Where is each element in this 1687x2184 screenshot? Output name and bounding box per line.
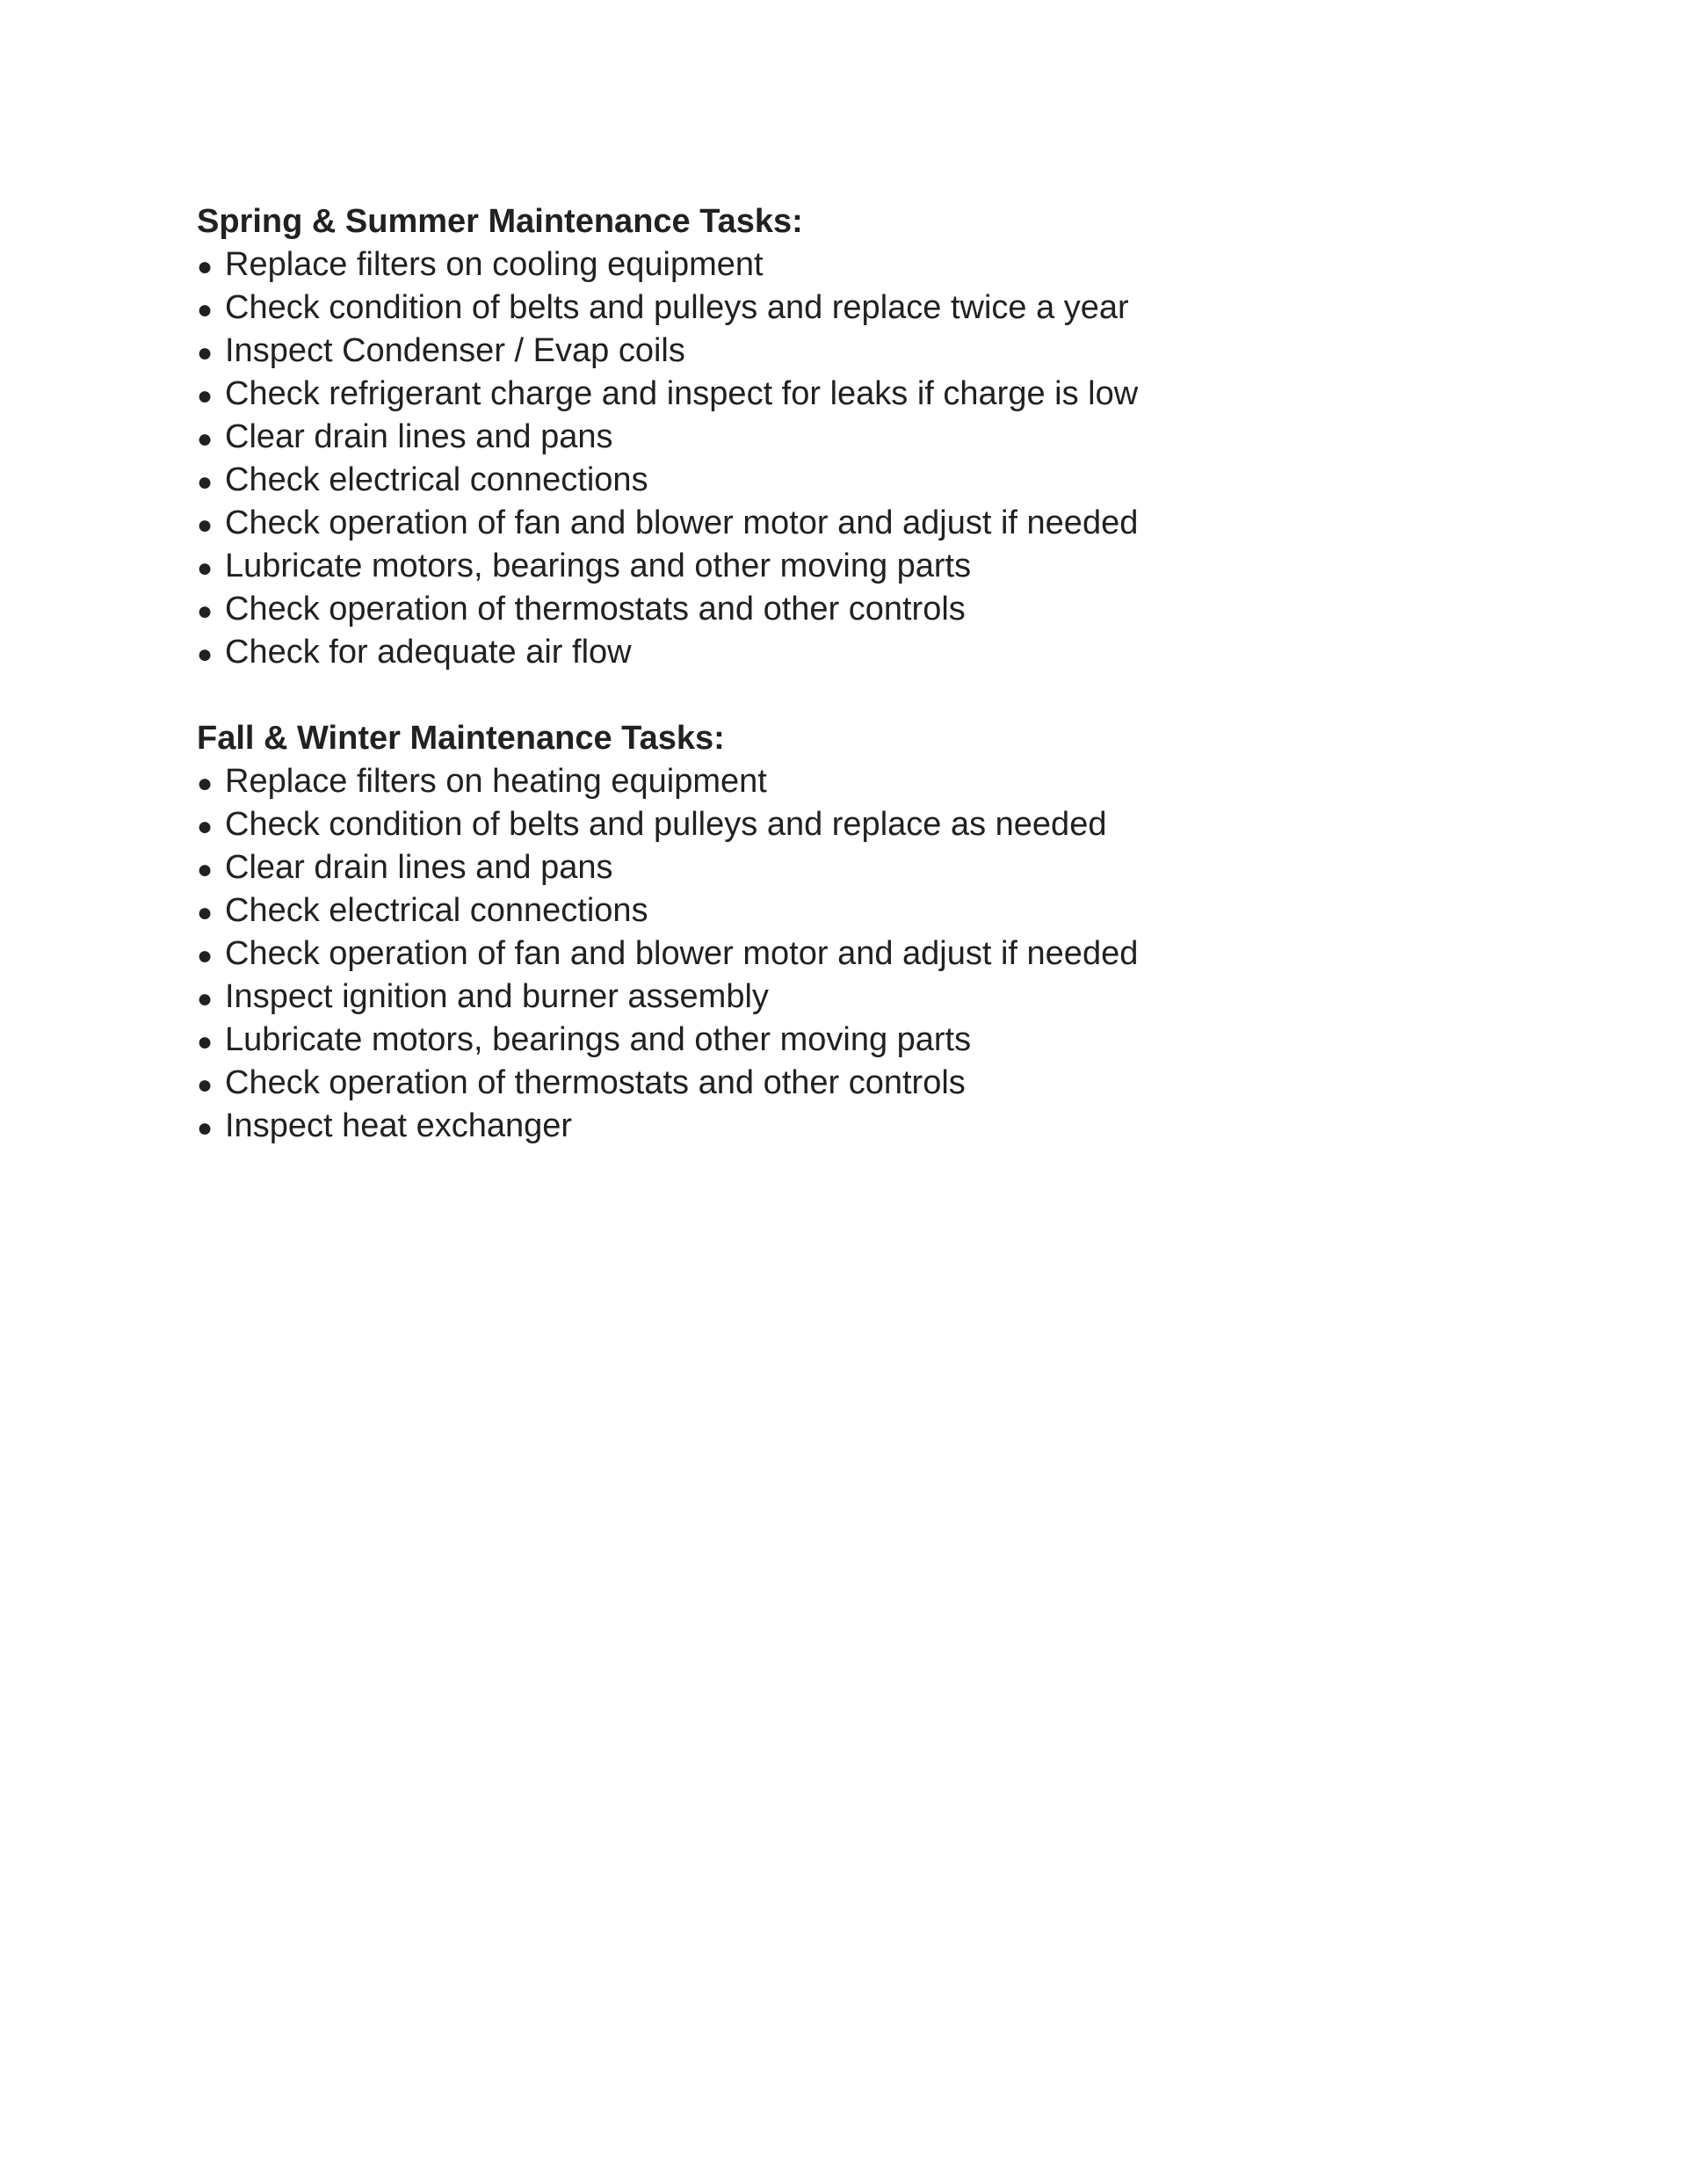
list-item	[197, 287, 1427, 330]
bullet-icon: ●	[197, 554, 214, 583]
list-item	[197, 1105, 1427, 1148]
task-text: Check electrical connections	[225, 892, 648, 929]
list-item	[197, 459, 1427, 502]
bullet-icon: ●	[197, 1027, 214, 1056]
list-item	[197, 1062, 1427, 1105]
bullet-icon: ●	[197, 984, 214, 1013]
document-content	[197, 200, 1427, 1148]
section-heading: Fall & Winter Maintenance Tasks:	[197, 720, 725, 757]
list-item	[197, 373, 1427, 416]
task-text: Lubricate motors, bearings and other moving parts	[225, 548, 972, 584]
list-item	[197, 502, 1427, 545]
bullet-icon: ●	[197, 1114, 214, 1143]
task-list	[197, 760, 1427, 1148]
list-item	[197, 588, 1427, 631]
task-text: Check operation of thermostats and other controls	[225, 591, 966, 628]
list-item	[197, 846, 1427, 889]
list-item	[197, 243, 1427, 287]
bullet-icon: ●	[197, 338, 214, 367]
list-item	[197, 330, 1427, 373]
task-text: Inspect heat exchanger	[225, 1107, 573, 1144]
task-text: Check condition of belts and pulleys and replace twice a year	[225, 289, 1129, 326]
task-text: Inspect Condenser / Evap coils	[225, 332, 685, 369]
bullet-icon: ●	[197, 855, 214, 884]
task-text: Check electrical connections	[225, 461, 648, 498]
task-text: Lubricate motors, bearings and other moving parts	[225, 1021, 972, 1058]
bullet-icon: ●	[197, 252, 214, 281]
section-heading: Spring & Summer Maintenance Tasks:	[197, 203, 803, 240]
task-text: Replace filters on cooling equipment	[225, 246, 764, 283]
bullet-icon: ●	[197, 381, 214, 410]
task-text: Check condition of belts and pulleys and replace as needed	[225, 806, 1107, 843]
fall-winter-section	[197, 717, 1427, 1148]
task-text: Check operation of thermostats and other controls	[225, 1064, 966, 1101]
bullet-icon: ●	[197, 1070, 214, 1099]
task-text: Check operation of fan and blower motor and adjust if needed	[225, 935, 1139, 972]
task-text: Inspect ignition and burner assembly	[225, 978, 769, 1015]
bullet-icon: ●	[197, 597, 214, 626]
spring-summer-section	[197, 200, 1427, 674]
bullet-icon: ●	[197, 769, 214, 798]
task-list	[197, 243, 1427, 674]
list-item	[197, 803, 1427, 846]
list-item	[197, 1019, 1427, 1062]
list-item	[197, 889, 1427, 932]
bullet-icon: ●	[197, 295, 214, 324]
task-text: Check refrigerant charge and inspect for leaks if charge is low	[225, 375, 1139, 412]
bullet-icon: ●	[197, 812, 214, 841]
list-item	[197, 976, 1427, 1019]
bullet-icon: ●	[197, 898, 214, 927]
task-text: Check for adequate air flow	[225, 634, 632, 671]
bullet-icon: ●	[197, 640, 214, 669]
task-text: Clear drain lines and pans	[225, 849, 613, 886]
list-item	[197, 932, 1427, 976]
list-item	[197, 760, 1427, 803]
task-text: Clear drain lines and pans	[225, 418, 613, 455]
list-item	[197, 416, 1427, 459]
bullet-icon: ●	[197, 941, 214, 970]
task-text: Replace filters on heating equipment	[225, 763, 767, 800]
list-item	[197, 545, 1427, 588]
task-text: Check operation of fan and blower motor and adjust if needed	[225, 504, 1139, 541]
bullet-icon: ●	[197, 424, 214, 453]
bullet-icon: ●	[197, 468, 214, 497]
list-item	[197, 631, 1427, 674]
bullet-icon: ●	[197, 511, 214, 540]
